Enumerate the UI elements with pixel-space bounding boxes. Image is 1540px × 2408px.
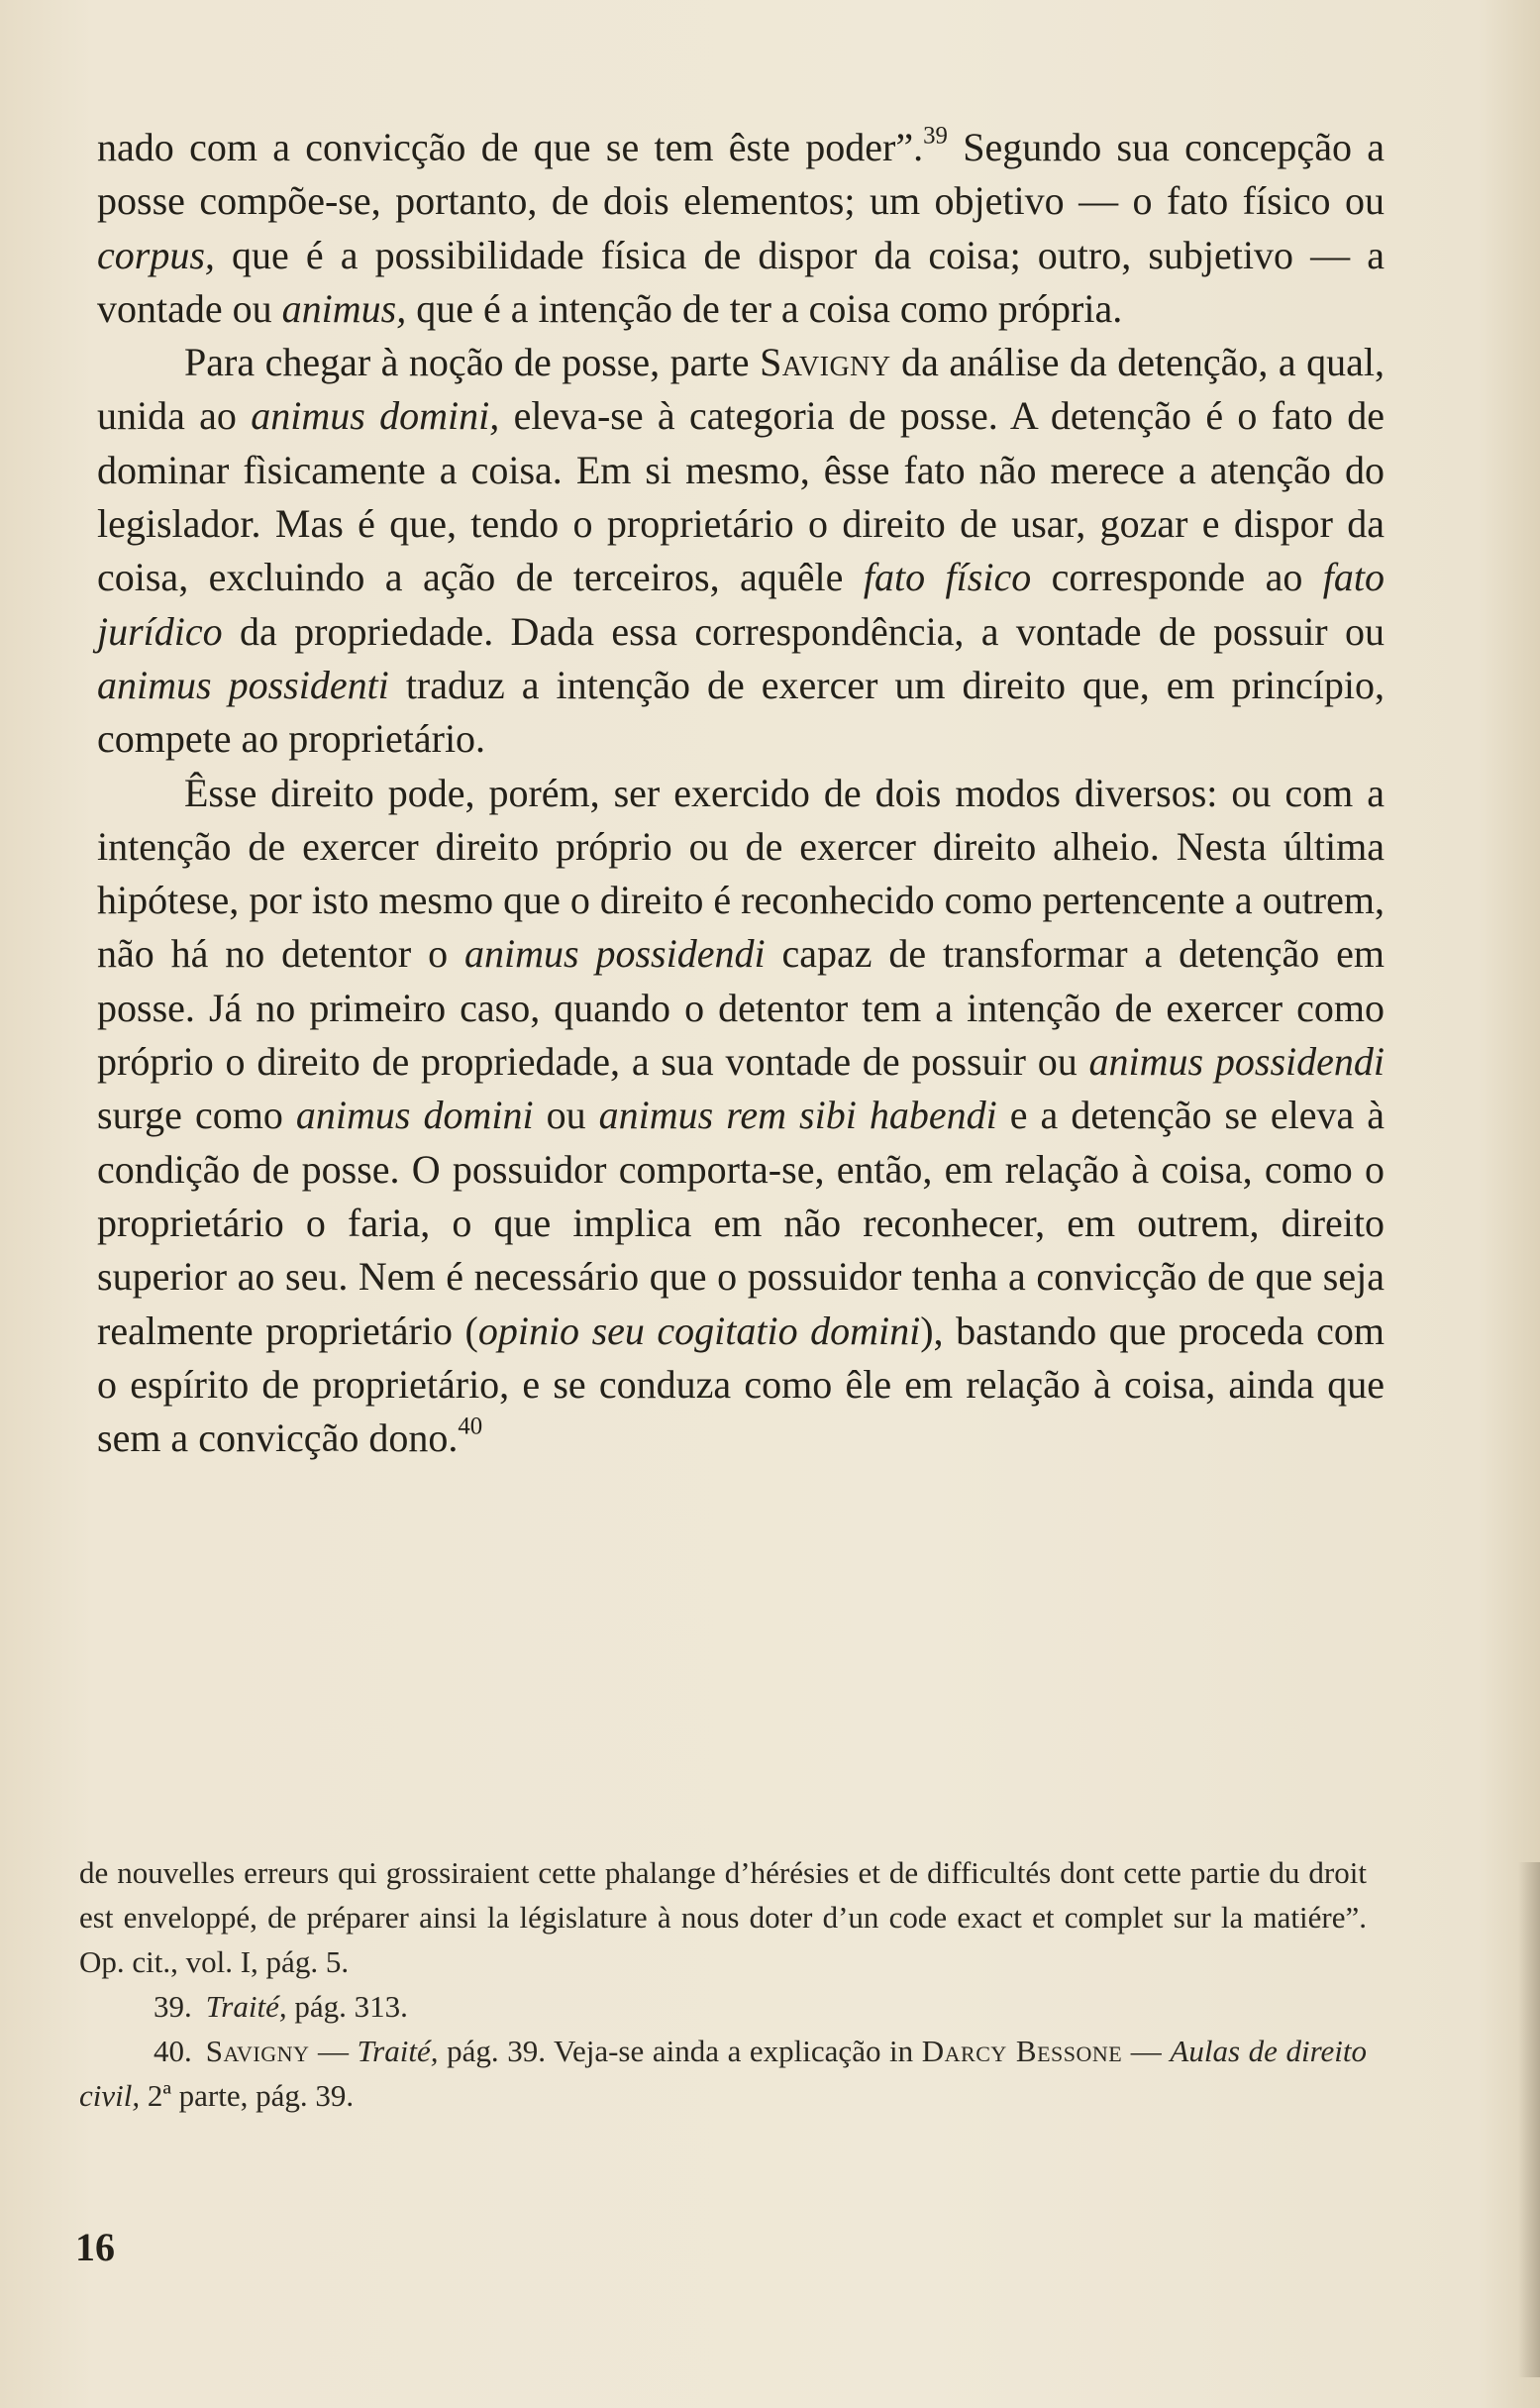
paragraph-2 xyxy=(97,336,1385,766)
text-run: que é a possibilidade física de dispor da coisa; outro, subjetivo — a vontade ou xyxy=(97,232,1385,331)
footnote-39 xyxy=(79,1984,1367,2029)
italic-term: opinio seu cogitatio domini xyxy=(477,1308,921,1353)
text-run: Para chegar à noção de posse, parte xyxy=(184,340,761,385)
main-text xyxy=(97,121,1385,1465)
italic-title: Aulas de direito civil, xyxy=(79,2034,1368,2113)
text-run: eleva-se à categoria de posse. A detenção é o fato de dominar fìsicamente a coisa. Em si mesmo, êsse fato não merece a atenção do legislador. Mas é que, tendo o proprietário o direito de usar, gozar e dispor da coisa, excluindo a ação de terceiros, aquêle xyxy=(97,393,1385,600)
footnote-number: 39. xyxy=(154,1989,192,2024)
italic-term: animus possidendi xyxy=(464,931,766,977)
author-name: Savigny xyxy=(760,340,891,385)
paragraph-1 xyxy=(97,121,1385,336)
footnote-continuation xyxy=(79,1850,1367,1984)
author-name: Darcy Bessone xyxy=(921,2034,1123,2068)
italic-term: animus, xyxy=(281,285,407,331)
text-run: — xyxy=(309,2034,358,2068)
text-run: da análise da detenção, a qual, unida ao xyxy=(97,340,1386,439)
paragraph-3 xyxy=(97,767,1385,1466)
text-run: 2ª parte, pág. 39. xyxy=(140,2078,355,2113)
footnote-ref-39[interactable]: 39 xyxy=(923,122,948,150)
text-run: traduz a intenção de exercer um direito que, em princípio, compete ao proprietário. xyxy=(97,662,1386,762)
italic-term: corpus, xyxy=(97,232,215,277)
italic-term: fato jurídico xyxy=(97,555,1386,654)
text-run: pág. 313. xyxy=(286,1989,408,2024)
page-edge-shadow xyxy=(1518,1862,1540,2377)
italic-term: animus possidendi xyxy=(1088,1039,1386,1085)
italic-term: animus possidenti xyxy=(97,662,389,707)
text-run: nado com a convicção de que se tem êste poder”. xyxy=(97,125,924,169)
text-run: Êsse direito pode, porém, ser exercido de dois modos diversos: ou com a intenção de exercer direito próprio ou de exercer direito alheio. Nesta última hipótese, por isto mesmo que o direito é reconhecido como pertencente a outrem, não há no detentor o xyxy=(97,770,1385,977)
text-run: ), bastando que proceda com o espírito de proprietário, e se conduza como êle em relação à coisa, ainda que sem a convicção dono. xyxy=(97,1308,1385,1461)
footnote-ref-40[interactable]: 40 xyxy=(458,1413,483,1440)
author-name: Savigny xyxy=(205,2034,310,2068)
text-run: capaz de transformar a detenção em posse. Já no primeiro caso, quando o detentor tem a intenção de exercer como próprio o direito de propriedade, a sua vontade de possuir ou xyxy=(97,931,1385,1085)
footnote-number: 40. xyxy=(154,2034,192,2068)
text-run: Segundo sua concepção a posse compõe-se, portanto, de dois elementos; um objetivo — o fato físico ou xyxy=(97,125,1386,224)
italic-term: animus rem sibi habendi xyxy=(598,1093,997,1138)
italic-term: animus domini xyxy=(295,1093,534,1138)
italic-title: Traité, xyxy=(357,2034,439,2068)
footnotes xyxy=(79,1850,1367,2118)
text-run: corresponde ao xyxy=(1031,555,1323,600)
text-run: que é a intenção de ter a coisa como própria. xyxy=(406,285,1123,331)
text-run: de nouvelles erreurs qui grossiraient cette phalange d’hérésies et de difficultés dont cette partie du droit est enveloppé, de préparer ainsi la législature à nous doter d’un code exact et complet sur la matiére”. Op. cit., vol. I, pág. 5. xyxy=(79,1855,1367,1979)
italic-term: fato físico xyxy=(863,555,1032,600)
text-run: ou xyxy=(533,1093,599,1138)
page-number: 16 xyxy=(75,2225,115,2269)
text-run: — xyxy=(1122,2034,1171,2068)
text-run: da propriedade. Dada essa correspondência, a vontade de possuir ou xyxy=(222,608,1385,654)
italic-title: Traité, xyxy=(205,1989,287,2024)
footnote-40 xyxy=(79,2029,1367,2118)
text-run: surge como xyxy=(97,1093,296,1138)
italic-term: animus domini, xyxy=(251,393,500,439)
text-run: pág. 39. Veja-se ainda a explicação in xyxy=(438,2034,922,2068)
text-run: e a detenção se eleva à condição de posse. O possuidor comporta-se, então, em relação à coisa, como o proprietário o faria, o que implica em não reconhecer, em outrem, direito superior ao seu. Nem é necessário que o possuidor tenha a convicção de que seja realmente proprietário ( xyxy=(97,1093,1386,1353)
